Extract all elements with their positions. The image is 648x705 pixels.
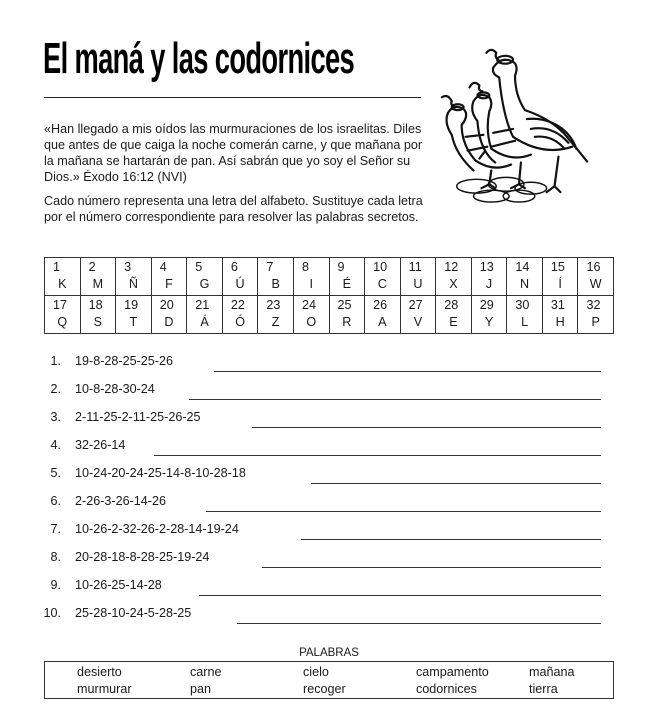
answer-line[interactable] bbox=[154, 455, 601, 456]
cipher-letter: Ú bbox=[235, 277, 245, 291]
cipher-cell bbox=[187, 296, 223, 334]
puzzle-number: 5. bbox=[50, 466, 61, 480]
cipher-cell bbox=[578, 296, 614, 334]
cipher-letter: Í bbox=[558, 277, 562, 291]
cipher-letter: K bbox=[58, 277, 67, 291]
cipher-letter: A bbox=[378, 315, 387, 329]
cipher-cell bbox=[222, 296, 258, 334]
cipher-letter: R bbox=[342, 315, 352, 329]
puzzle-number: 6. bbox=[50, 494, 61, 508]
answer-line[interactable] bbox=[311, 483, 601, 484]
word-bank-item: pan bbox=[190, 682, 212, 696]
cipher-number: 30 bbox=[515, 298, 530, 312]
puzzle-item bbox=[44, 466, 601, 486]
cipher-row-1 bbox=[45, 258, 614, 296]
cipher-cell bbox=[507, 296, 543, 334]
cipher-table bbox=[44, 257, 614, 334]
cipher-number: 1 bbox=[53, 260, 61, 274]
puzzle-code: 10-26-2-32-26-2-28-14-19-24 bbox=[75, 522, 239, 536]
word-bank-item: codornices bbox=[416, 682, 477, 696]
cipher-cell bbox=[436, 296, 472, 334]
cipher-number: 28 bbox=[444, 298, 459, 312]
cipher-number: 26 bbox=[373, 298, 388, 312]
cipher-letter: J bbox=[485, 277, 493, 291]
cipher-cell bbox=[293, 296, 329, 334]
cipher-letter: Z bbox=[271, 315, 280, 329]
cipher-cell bbox=[187, 258, 223, 296]
puzzle-code: 10-26-25-14-28 bbox=[75, 578, 162, 592]
cipher-letter: F bbox=[165, 277, 173, 291]
cipher-number: 12 bbox=[444, 260, 459, 274]
word-bank-item: tierra bbox=[529, 682, 558, 696]
answer-line[interactable] bbox=[252, 427, 601, 428]
cipher-number: 10 bbox=[373, 260, 388, 274]
cipher-number: 18 bbox=[88, 298, 103, 312]
puzzle-number: 4. bbox=[50, 438, 61, 452]
word-bank-item: carne bbox=[190, 665, 222, 679]
cipher-letter: Ó bbox=[235, 315, 245, 329]
cipher-letter: G bbox=[199, 277, 210, 291]
cipher-number: 5 bbox=[195, 260, 203, 274]
word-bank bbox=[44, 661, 614, 699]
cipher-cell bbox=[400, 296, 436, 334]
cipher-cell bbox=[80, 258, 116, 296]
puzzle-number: 3. bbox=[50, 410, 61, 424]
cipher-number: 2 bbox=[88, 260, 96, 274]
cipher-number: 27 bbox=[408, 298, 423, 312]
cipher-number: 6 bbox=[230, 260, 238, 274]
answer-line[interactable] bbox=[262, 567, 601, 568]
word-bank-item: desierto bbox=[77, 665, 122, 679]
cipher-number: 31 bbox=[550, 298, 565, 312]
puzzle-number: 10. bbox=[43, 606, 61, 620]
answer-line[interactable] bbox=[237, 623, 601, 624]
cipher-cell bbox=[400, 258, 436, 296]
cipher-letter: E bbox=[449, 315, 458, 329]
answer-line[interactable] bbox=[214, 371, 601, 372]
cipher-letter: S bbox=[93, 315, 103, 329]
word-bank-title: PALABRAS bbox=[299, 647, 359, 659]
cipher-letter: C bbox=[377, 277, 387, 291]
puzzle-number: 9. bbox=[50, 578, 61, 592]
cipher-letter: N bbox=[520, 277, 530, 291]
cipher-cell bbox=[471, 296, 507, 334]
word-bank-item: cielo bbox=[303, 665, 329, 679]
cipher-number: 17 bbox=[53, 298, 68, 312]
cipher-cell bbox=[45, 296, 81, 334]
cipher-cell bbox=[578, 258, 614, 296]
cipher-cell bbox=[258, 296, 294, 334]
cipher-number: 24 bbox=[301, 298, 316, 312]
cipher-letter: D bbox=[164, 315, 174, 329]
puzzle-code: 10-24-20-24-25-14-8-10-28-18 bbox=[75, 466, 246, 480]
puzzle-code: 2-26-3-26-14-26 bbox=[75, 494, 167, 508]
cipher-letter: O bbox=[306, 315, 317, 329]
cipher-number: 29 bbox=[479, 298, 494, 312]
cipher-number: 16 bbox=[586, 260, 601, 274]
answer-line[interactable] bbox=[206, 511, 601, 512]
puzzle-code: 19-8-28-25-25-26 bbox=[75, 354, 174, 368]
cipher-cell bbox=[151, 296, 187, 334]
cipher-number: 14 bbox=[515, 260, 530, 274]
puzzle-number: 8. bbox=[50, 550, 61, 564]
cipher-letter: X bbox=[449, 277, 458, 291]
cipher-cell bbox=[151, 258, 187, 296]
puzzle-code: 2-11-25-2-11-25-26-25 bbox=[75, 410, 201, 424]
cipher-number: 11 bbox=[408, 260, 422, 274]
puzzle-code: 20-28-18-8-28-25-19-24 bbox=[75, 550, 210, 564]
puzzle-item bbox=[44, 438, 601, 458]
cipher-letter: I bbox=[309, 277, 313, 291]
cipher-letter: Á bbox=[200, 315, 209, 329]
title-divider bbox=[44, 97, 421, 98]
cipher-letter: W bbox=[589, 277, 602, 291]
cipher-letter: B bbox=[271, 277, 280, 291]
cipher-cell bbox=[116, 258, 152, 296]
cipher-letter: T bbox=[129, 315, 138, 329]
cipher-number: 22 bbox=[230, 298, 245, 312]
cipher-number: 9 bbox=[337, 260, 345, 274]
cipher-cell bbox=[329, 258, 365, 296]
cipher-cell bbox=[45, 258, 81, 296]
cipher-cell bbox=[542, 296, 578, 334]
cipher-cell bbox=[222, 258, 258, 296]
cipher-cell bbox=[542, 258, 578, 296]
cipher-cell bbox=[258, 258, 294, 296]
answer-line[interactable] bbox=[301, 539, 601, 540]
cipher-cell bbox=[365, 296, 401, 334]
cipher-cell bbox=[507, 258, 543, 296]
word-bank-item: recoger bbox=[303, 682, 346, 696]
cipher-number: 19 bbox=[124, 298, 139, 312]
cipher-number: 13 bbox=[479, 260, 494, 274]
page-title: El maná y las codornices bbox=[43, 34, 355, 83]
cipher-letter: M bbox=[92, 277, 104, 291]
cipher-number: 23 bbox=[266, 298, 281, 312]
cipher-cell bbox=[293, 258, 329, 296]
answer-line[interactable] bbox=[189, 399, 601, 400]
quail-birds-icon bbox=[432, 38, 600, 206]
cipher-number: 7 bbox=[266, 260, 274, 274]
cipher-letter: V bbox=[413, 315, 423, 329]
instructions: Cado número representa una letra del alfabeto. Sustituye cada letra por el número correspondiente para resolver las palabras secretos. bbox=[44, 194, 423, 224]
cipher-letter: H bbox=[555, 315, 565, 329]
puzzle-item bbox=[44, 550, 601, 570]
puzzle-code: 25-28-10-24-5-28-25 bbox=[75, 606, 192, 620]
cipher-letter: L bbox=[521, 315, 529, 329]
cipher-cell bbox=[365, 258, 401, 296]
puzzle-item bbox=[44, 382, 601, 402]
puzzle-number: 2. bbox=[50, 382, 61, 396]
puzzle-item bbox=[44, 578, 601, 598]
bible-quote: «Han llegado a mis oídos las murmuraciones de los israelitas. Diles que antes de que caiga la noche comerán carne, y que mañana por la mañana se hartarán de pan. Así sabrán que yo soy el Señor su Dios.» Éxodo 16:12 (NVI) bbox=[44, 122, 423, 184]
cipher-cell bbox=[80, 296, 116, 334]
cipher-number: 15 bbox=[550, 260, 565, 274]
cipher-letter: P bbox=[591, 315, 600, 329]
cipher-number: 21 bbox=[195, 298, 210, 312]
cipher-letter: Y bbox=[484, 315, 494, 329]
cipher-number: 8 bbox=[301, 260, 309, 274]
cipher-cell bbox=[471, 258, 507, 296]
cipher-letter: Q bbox=[57, 315, 68, 329]
cipher-cell bbox=[436, 258, 472, 296]
cipher-cell bbox=[116, 296, 152, 334]
puzzle-item bbox=[44, 410, 601, 430]
cipher-letter: É bbox=[342, 277, 351, 291]
puzzle-number: 7. bbox=[50, 522, 61, 536]
cipher-number: 4 bbox=[159, 260, 167, 274]
puzzle-code: 10-8-28-30-24 bbox=[75, 382, 155, 396]
cipher-cell bbox=[329, 296, 365, 334]
puzzle-number: 1. bbox=[50, 354, 61, 368]
answer-line[interactable] bbox=[199, 595, 601, 596]
cipher-letter: Ñ bbox=[128, 277, 138, 291]
puzzle-code: 32-26-14 bbox=[75, 438, 126, 452]
cipher-number: 3 bbox=[124, 260, 132, 274]
cipher-row-2 bbox=[45, 296, 614, 334]
puzzle-item bbox=[44, 494, 601, 514]
cipher-number: 25 bbox=[337, 298, 352, 312]
cipher-letter: U bbox=[413, 277, 423, 291]
cipher-number: 32 bbox=[586, 298, 601, 312]
puzzle-item bbox=[44, 354, 601, 374]
cipher-number: 20 bbox=[159, 298, 174, 312]
puzzle-item bbox=[44, 522, 601, 542]
word-bank-item: murmurar bbox=[77, 682, 132, 696]
puzzle-item bbox=[44, 606, 601, 626]
word-bank-item: campamento bbox=[416, 665, 489, 679]
word-bank-item: mañana bbox=[529, 665, 575, 679]
